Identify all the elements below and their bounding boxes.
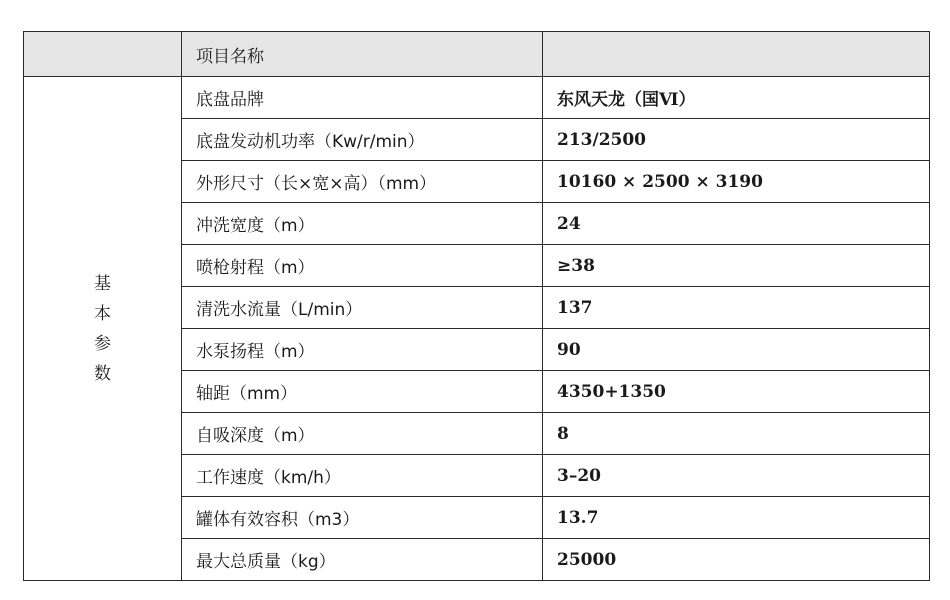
- param-value: ≥38: [543, 245, 930, 287]
- param-value: 东风天龙（国Ⅵ）: [543, 77, 930, 119]
- param-name: 清洗水流量（L/min）: [182, 287, 543, 329]
- category-char: 基: [94, 273, 111, 294]
- param-value: 3–20: [543, 455, 930, 497]
- category-cell: [24, 77, 182, 581]
- header-value: [543, 32, 930, 77]
- param-value: 24: [543, 203, 930, 245]
- param-name: 水泵扬程（m）: [182, 329, 543, 371]
- spec-table: [23, 31, 930, 581]
- param-name: 喷枪射程（m）: [182, 245, 543, 287]
- param-name: 最大总质量（kg）: [182, 539, 543, 581]
- param-name: 底盘发动机功率（Kw/r/min）: [182, 119, 543, 161]
- param-name: 轴距（mm）: [182, 371, 543, 413]
- param-name: 自吸深度（m）: [182, 413, 543, 455]
- param-value: 4350+1350: [543, 371, 930, 413]
- table-row: [24, 77, 930, 119]
- category-char: 本: [94, 303, 111, 324]
- param-name: 工作速度（km/h）: [182, 455, 543, 497]
- category-char: 数: [94, 363, 111, 384]
- param-value: 13.7: [543, 497, 930, 539]
- param-value: 137: [543, 287, 930, 329]
- param-name: 冲洗宽度（m）: [182, 203, 543, 245]
- category-char: 参: [94, 333, 111, 354]
- param-name: 罐体有效容积（m3）: [182, 497, 543, 539]
- header-blank-cell: [24, 32, 182, 77]
- param-value: 213/2500: [543, 119, 930, 161]
- param-name: 底盘品牌: [182, 77, 543, 119]
- param-value: 25000: [543, 539, 930, 581]
- param-value: 10160 × 2500 × 3190: [543, 161, 930, 203]
- header-item-name: 项目名称: [182, 32, 543, 77]
- param-name: 外形尺寸（长×宽×高）（mm）: [182, 161, 543, 203]
- param-value: 8: [543, 413, 930, 455]
- header-row: [24, 32, 930, 77]
- param-value: 90: [543, 329, 930, 371]
